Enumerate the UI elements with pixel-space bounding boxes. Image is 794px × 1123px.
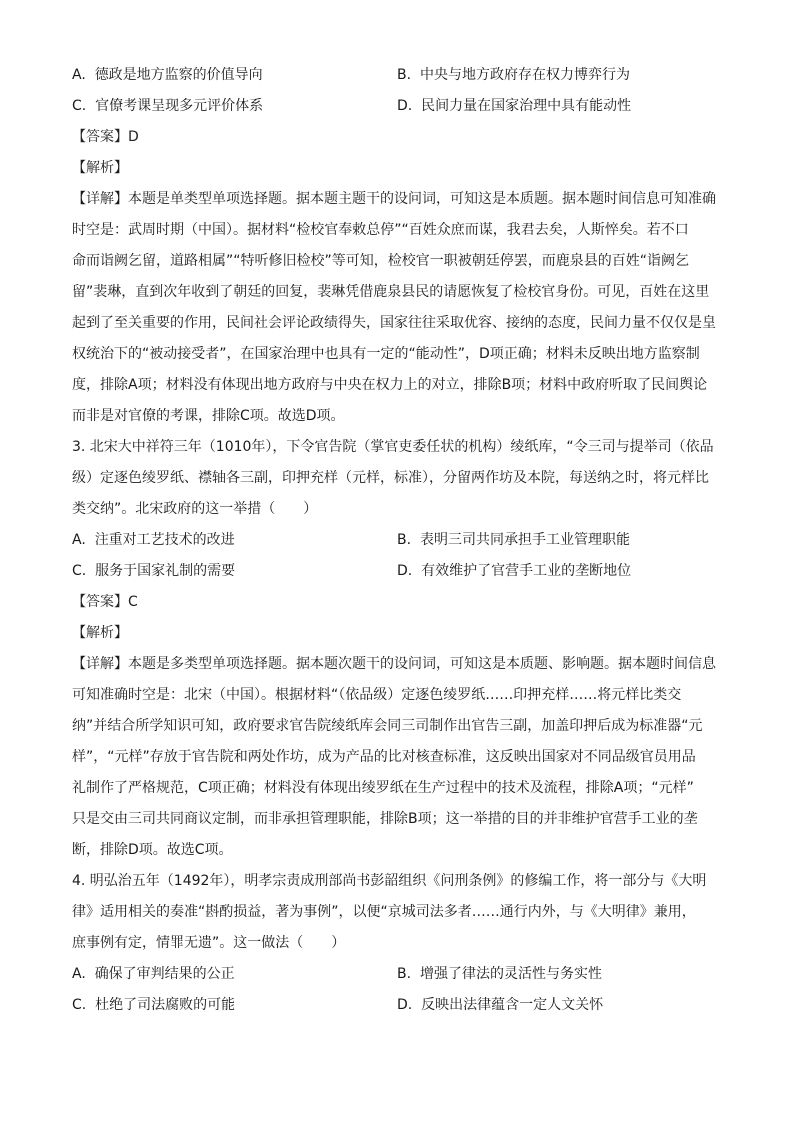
q2-answer: 【答案】D [72, 129, 139, 145]
q2-detail-line: 度，排除A项；材料没有体现出地方政府与中央在权力上的对立，排除B项；材料中政府听取了民间舆论 [72, 377, 708, 393]
q3-stem-line: 类交纳”。北宋政府的这一举措（ ） [72, 501, 318, 517]
q3-options-row-1 [72, 525, 722, 556]
q4-stem [72, 866, 722, 959]
q2-detail-line: 【详解】本题是单类型单项选择题。据本题主题干的设问词，可知这是本质题。据本题时间信息可知准确 [72, 191, 716, 207]
q3-analysis-heading: 【解析】 [72, 625, 128, 641]
q2-option-a[interactable]: A. 德政是地方监察的价值导向 [72, 67, 263, 83]
q3-options-row-2 [72, 556, 722, 587]
q3-option-a[interactable]: A. 注重对工艺技术的改进 [72, 532, 235, 548]
q2-options-row-2 [72, 91, 722, 122]
q3-detail-line: 样”，“元样”存放于官告院和两处作坊，成为产品的比对核查标准，这反映出国家对不同品级官员用品 [72, 749, 696, 765]
q2-options-row-1 [72, 60, 722, 91]
q2-detail-line: 权统治下的“被动接受者”，在国家治理中也具有一定的“能动性”，D项正确；材料未反映出地方监察制 [72, 346, 700, 362]
q4-options-row-2 [72, 990, 722, 1021]
q2-option-b[interactable]: B. 中央与地方政府存在权力博弈行为 [397, 67, 630, 83]
q4-stem-line: 律》适用相关的奏准“斟酌损益，著为事例”，以便“京城司法多者……通行内外，与《大明律》兼用， [72, 904, 696, 920]
q2-detail-line: 时空是：武周时期（中国）。据材料“检校官奉敕总停”“百姓众庶而谋，我君去矣，人斯悴矣。若不口 [72, 222, 689, 238]
q3-option-c[interactable]: C. 服务于国家礼制的需要 [72, 563, 236, 579]
q3-detail-line: 断，排除D项。故选C项。 [72, 842, 233, 858]
q4-stem-line: 庶事例有定，情罪无遗”。这一做法（ ） [72, 935, 346, 951]
q4-option-a[interactable]: A. 确保了审判结果的公正 [72, 966, 235, 982]
q3-detail-line: 纳”并结合所学知识可知，政府要求官告院绫纸库会同三司制作出官告三副，加盖印押后成为标准器“元 [72, 718, 703, 734]
q4-options-row-1 [72, 959, 722, 990]
q2-detail-line: 而非是对官僚的考课，排除C项。故选D项。 [72, 408, 345, 424]
q2-option-d[interactable]: D. 民间力量在国家治理中具有能动性 [397, 98, 632, 114]
q3-detail-line: 可知准确时空是：北宋（中国）。根据材料“（依品级）定逐色绫罗纸……印押充样……将元样比类交 [72, 687, 682, 703]
q2-analysis-heading: 【解析】 [72, 160, 128, 176]
q2-detail-line: 起到了至关重要的作用，民间社会评论政绩得失，国家往往采取优容、接纳的态度，民间力量不仅仅是皇 [72, 315, 716, 331]
q3-option-d[interactable]: D. 有效维护了官营手工业的垄断地位 [397, 563, 632, 579]
q4-option-c[interactable]: C. 杜绝了司法腐败的可能 [72, 997, 236, 1013]
q2-detail-paragraph [72, 184, 722, 432]
q3-stem-line: 级）定逐色绫罗纸、襟轴各三副，印押充样（元样，标准），分留两作坊及本院，每送纳之时，将元样比 [72, 470, 709, 486]
q3-detail-line: 只是交由三司共同商议定制，而非承担管理职能，排除B项；这一举措的目的并非维护官营手工业的垄 [72, 811, 698, 827]
q3-detail-line: 礼制作了严格规范，C项正确；材料没有体现出绫罗纸在生产过程中的技术及流程，排除A项；“元样” [72, 780, 694, 796]
q3-option-b[interactable]: B. 表明三司共同承担手工业管理职能 [397, 532, 630, 548]
q3-answer: 【答案】C [72, 594, 138, 610]
q4-option-d[interactable]: D. 反映出法律蕴含一定人文关怀 [397, 997, 604, 1013]
q2-detail-line: 留”裴琳，直到次年收到了朝廷的回复，裴琳凭借鹿泉县民的请愿恢复了检校官身份。可见，百姓在这里 [72, 284, 710, 300]
document-page [72, 60, 722, 1021]
q4-option-b[interactable]: B. 增强了律法的灵活性与务实性 [397, 966, 602, 982]
q3-stem-line: 3. 北宋大中祥符三年（1010年），下令官告院（掌官吏委任状的机构）绫纸库，“令三司与提举司（依品 [72, 439, 714, 455]
q2-option-c[interactable]: C. 官僚考课呈现多元评价体系 [72, 98, 264, 114]
q3-stem [72, 432, 722, 525]
q4-stem-line: 4. 明弘治五年（1492年），明孝宗责成刑部尚书彭韶组织《问刑条例》的修编工作，将一部分与《大明 [72, 873, 707, 889]
q3-detail-line: 【详解】本题是多类型单项选择题。据本题次题干的设问词，可知这是本质题、影响题。据本题时间信息 [72, 656, 716, 672]
q2-detail-line: 命而诣阙乞留，道路相属”“特听修旧检校”等可知，检校官一职被朝廷停罢，而鹿泉县的百姓“诣阙乞 [72, 253, 690, 269]
q3-detail-paragraph [72, 649, 722, 866]
